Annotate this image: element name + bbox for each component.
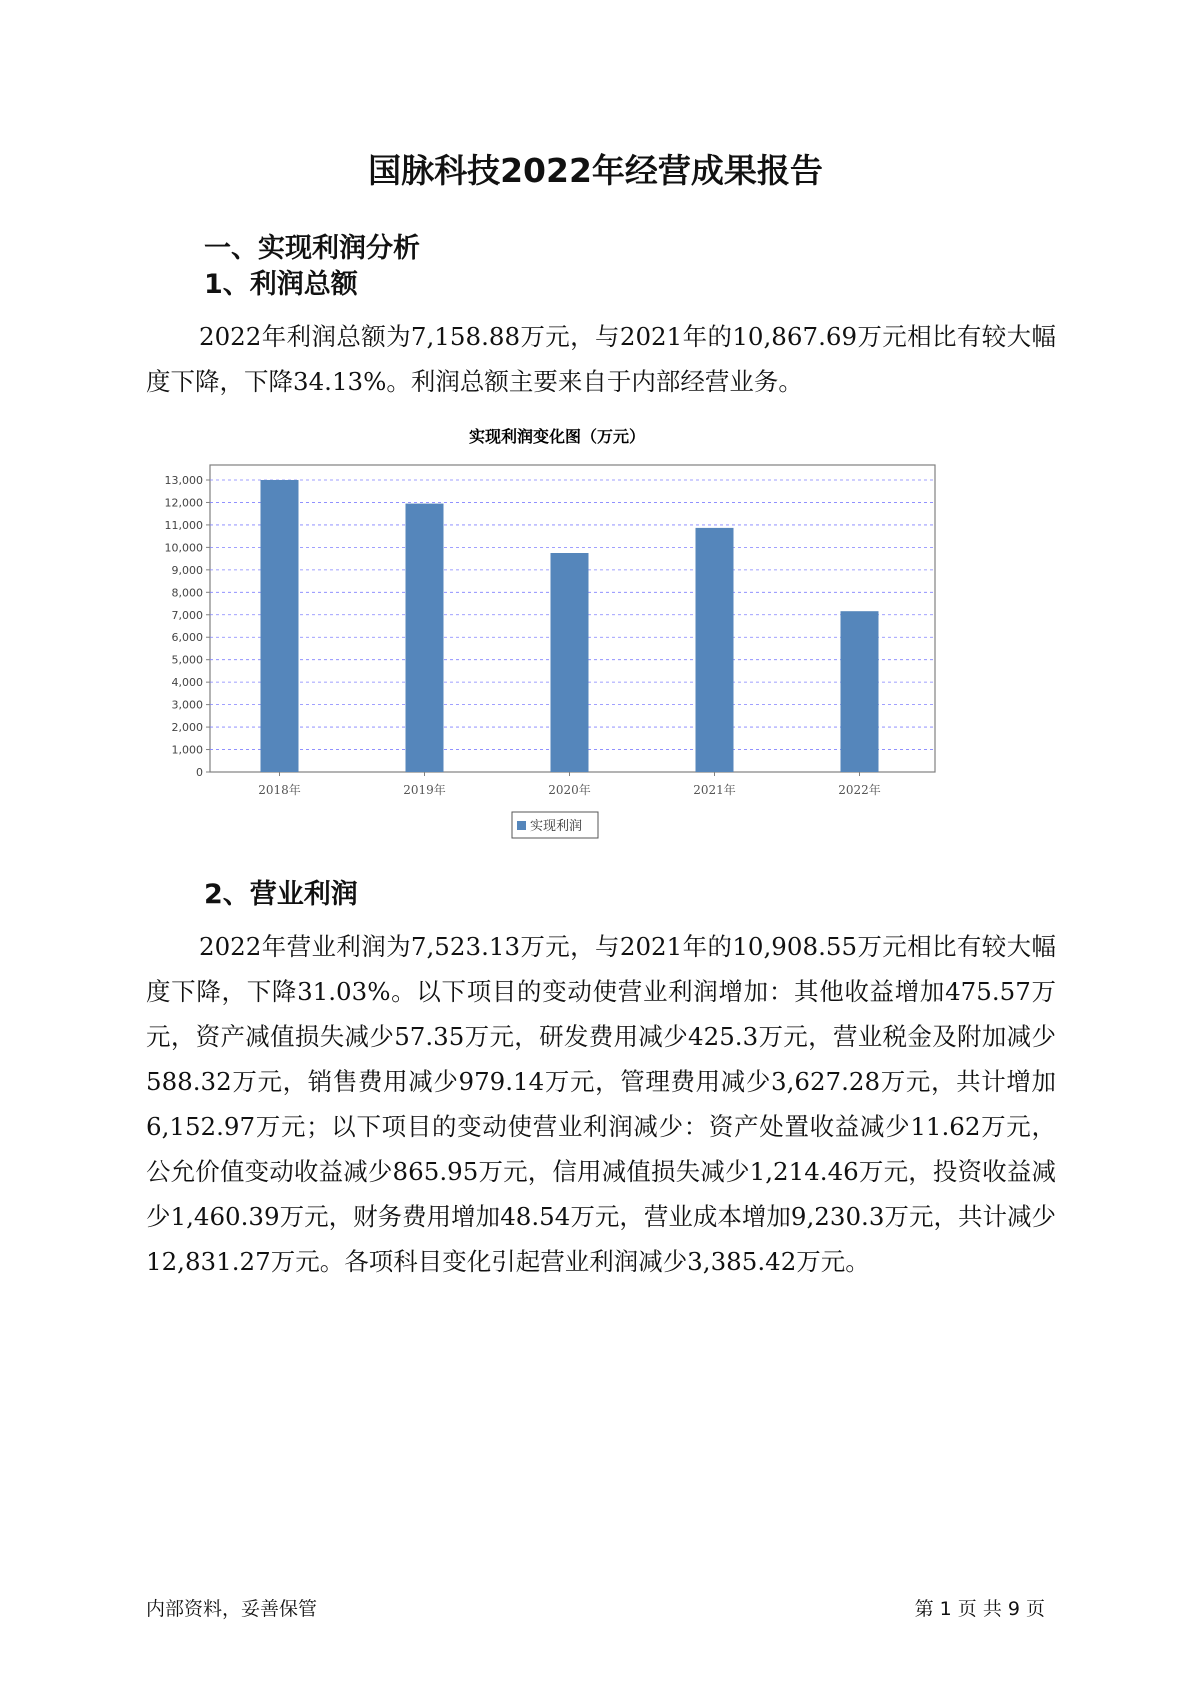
y-tick-label: 3,000 xyxy=(171,698,203,712)
y-tick-label: 5,000 xyxy=(171,653,203,667)
paragraph-total-profit: 2022年利润总额为7,158.88万元，与2021年的10,867.69万元相比有较大幅度下降，下降34.13%。利润总额主要来自于内部经营业务。 xyxy=(146,322,1056,396)
footer-confidential-note: 内部资料，妥善保管 xyxy=(146,1598,318,1620)
x-tick-label: 2020年 xyxy=(548,783,591,797)
y-tick-label: 10,000 xyxy=(164,541,203,555)
y-tick-label: 2,000 xyxy=(171,721,203,735)
y-tick-label: 1,000 xyxy=(171,743,203,757)
bar-2019年 xyxy=(406,504,444,772)
legend-swatch xyxy=(517,821,526,830)
x-tick-label: 2018年 xyxy=(258,783,301,797)
x-tick-label: 2022年 xyxy=(838,783,881,797)
legend-label: 实现利润 xyxy=(530,819,583,834)
subsection-heading-total-profit: 1、利润总额 xyxy=(204,269,358,300)
x-tick-label: 2021年 xyxy=(693,783,736,797)
subsection-heading-operating-profit: 2、营业利润 xyxy=(204,879,358,910)
profit-chart xyxy=(155,420,1045,910)
y-tick-label: 9,000 xyxy=(171,563,203,577)
profit-chart-svg xyxy=(155,420,1045,910)
bar-2021年 xyxy=(696,528,734,772)
x-tick-label: 2019年 xyxy=(403,783,446,797)
y-tick-label: 12,000 xyxy=(164,496,203,510)
y-tick-label: 4,000 xyxy=(171,676,203,690)
section-heading-profit-analysis: 一、实现利润分析 xyxy=(204,233,420,264)
paragraph-operating-profit: 2022年营业利润为7,523.13万元，与2021年的10,908.55万元相比有较大幅度下降，下降31.03%。以下项目的变动使营业利润增加：其他收益增加475.57万元，资产减值损失减少57.35万元，研发费用减少425.3万元，营业税金及附加减少588.32万元，销售费用减少979.14万元，管理费用减少3,627.28万元，共计增加6,152.97万元；以下项目的变动使营业利润减少：资产处置收益减少11.62万元，公允价值变动收益减少865.95万元，信用减值损失减少1,214.46万元，投资收益减少1,460.39万元，财务费用增加48.54万元，营业成本增加9,230.3万元，共计减少12,831.27万元。各项科目变化引起营业利润减少3,385.42万元。 xyxy=(146,932,1056,1276)
y-tick-label: 11,000 xyxy=(164,518,203,532)
y-tick-label: 8,000 xyxy=(171,586,203,600)
footer-page-number: 第 1 页 共 9 页 xyxy=(914,1598,1045,1620)
y-tick-label: 0 xyxy=(196,766,203,779)
y-tick-label: 7,000 xyxy=(171,608,203,622)
bar-2022年 xyxy=(841,611,879,772)
chart-title: 实现利润变化图（万元） xyxy=(468,427,646,446)
document-title: 国脉科技2022年经营成果报告 xyxy=(368,151,823,190)
y-tick-label: 13,000 xyxy=(164,474,203,487)
y-tick-label: 6,000 xyxy=(171,631,203,645)
bar-2020年 xyxy=(551,553,589,772)
bar-2018年 xyxy=(261,480,299,772)
